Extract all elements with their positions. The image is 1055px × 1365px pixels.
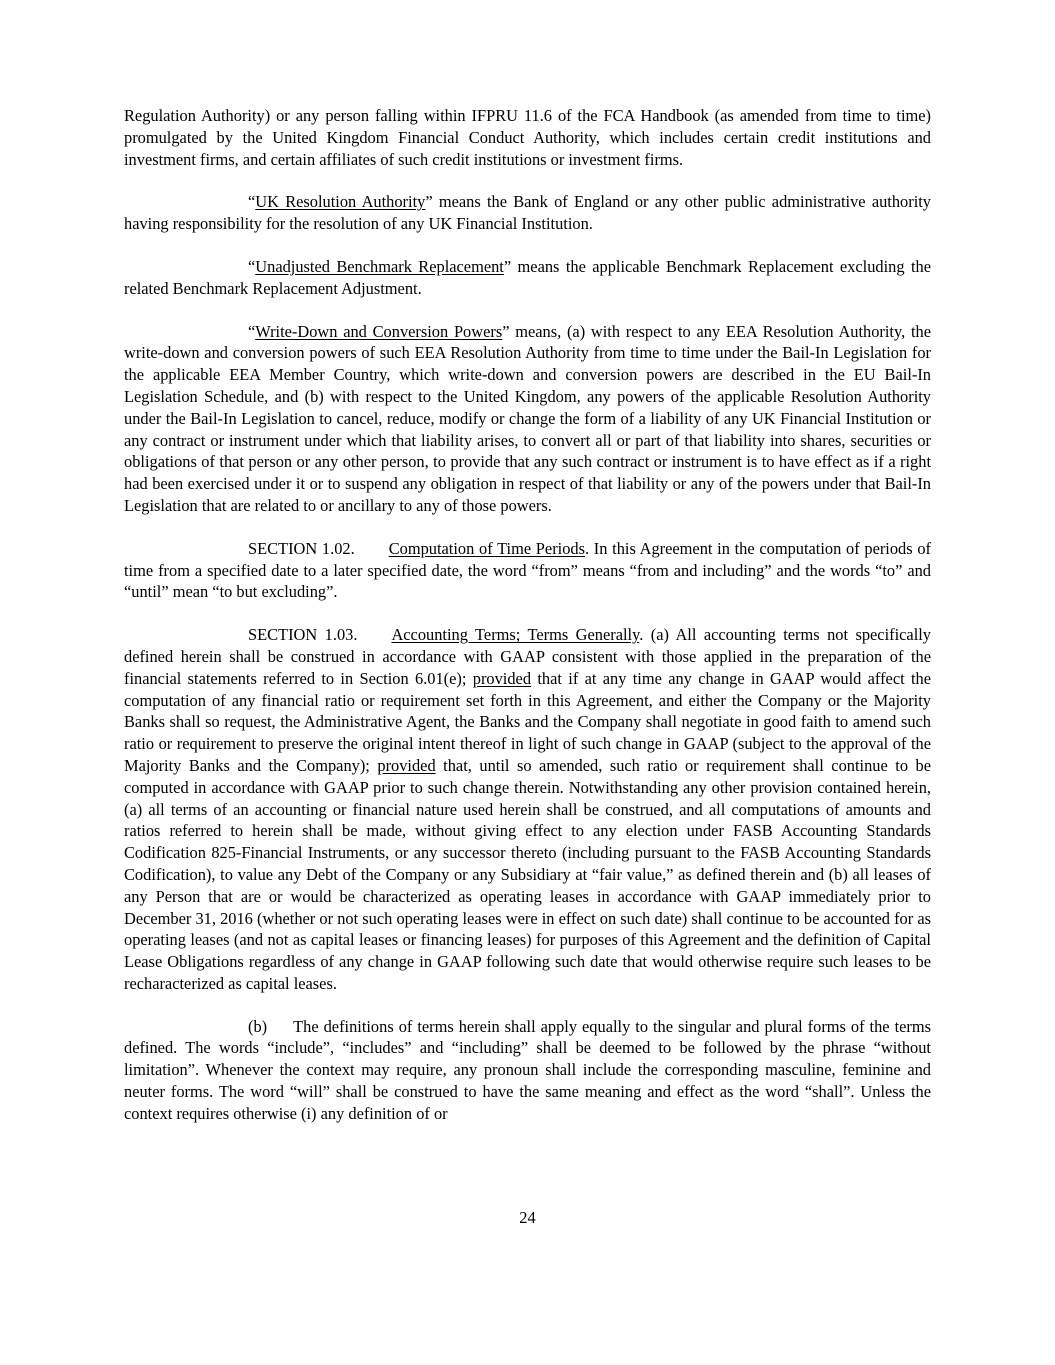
page-number: 24 bbox=[519, 1208, 536, 1227]
section-1-02: SECTION 1.02. Computation of Time Periods. In this Agreement in the computation of periods of time from a specified date to a later specified date, the word “from” means “from and including” and the words “to” and “until” mean “to but excluding”. bbox=[124, 538, 931, 602]
defined-term: UK Resolution Authority bbox=[255, 192, 426, 212]
defined-term: Write-Down and Conversion Powers bbox=[255, 321, 503, 341]
section-1-03-b: (b) The definitions of terms herein shall apply equally to the singular and plural forms of the terms defined. The words “include”, “includes” and “including” shall be deemed to be followed by the phrase “without limitation”. Whenever the context may require, any pronoun shall include the corresponding masculine, feminine and neuter forms. The word “will” shall be construed to have the same meaning and effect as the word “shall”. Unless the context requires otherwise (i) any definition of or bbox=[124, 1016, 931, 1123]
provided-term: provided bbox=[377, 755, 436, 775]
section-heading: Computation of Time Periods bbox=[388, 538, 585, 558]
document-page bbox=[124, 105, 931, 1146]
defined-term: Unadjusted Benchmark Replacement bbox=[255, 256, 504, 276]
section-label: SECTION 1.02. bbox=[248, 538, 355, 558]
paragraph-regulation-authority: Regulation Authority) or any person falling within IFPRU 11.6 of the FCA Handbook (as amended from time to time) promulgated by the United Kingdom Financial Conduct Authority, which includes certain credit institutions and investment firms, and certain affiliates of such credit institutions or investment firms. bbox=[124, 106, 931, 169]
section-heading: Accounting Terms; Terms Generally bbox=[391, 625, 640, 645]
definition-uk-resolution-authority: “UK Resolution Authority” means the Bank of England or any other public administrative authority having responsibility for the resolution of any UK Financial Institution. bbox=[124, 192, 931, 234]
definition-unadjusted-benchmark-replacement: “Unadjusted Benchmark Replacement” means the applicable Benchmark Replacement excluding the related Benchmark Replacement Adjustment. bbox=[124, 256, 931, 298]
provided-term: provided bbox=[472, 668, 532, 688]
definition-write-down-conversion-powers: “Write-Down and Conversion Powers” means, (a) with respect to any EEA Resolution Authority, the write-down and conversion powers of such EEA Resolution Authority from time to time under the Bail-In Legislation for the applicable EEA Member Country, which write-down and conversion powers are described in the EU Bail-In Legislation Schedule, and (b) with respect to the United Kingdom, any powers of the applicable Resolution Authority under the Bail-In Legislation to cancel, reduce, modify or change the form of a liability of any UK Financial Institution or any contract or instrument under which that liability arises, to convert all or part of that liability into shares, securities or obligations of that person or any other person, to provide that any such contract or instrument is to have effect as if a right had been exercised under it or to suspend any obligation in respect of that liability or any of the powers under that Bail-In Legislation that are related to or ancillary to any of those powers. bbox=[124, 321, 931, 515]
clause-label: (b) bbox=[248, 1016, 268, 1036]
section-1-03: SECTION 1.03. Accounting Terms; Terms Generally. (a) All accounting terms not specifically defined herein shall be construed in accordance with GAAP consistent with those applied in the preparation of the financial statements referred to in Section 6.01(e); provided that if at any time any change in GAAP would affect the computation of any financial ratio or requirement set forth in this Agreement, and either the Company or the Majority Banks shall so request, the Administrative Agent, the Banks and the Company shall negotiate in good faith to amend such ratio or requirement to preserve the original intent thereof in light of such change in GAAP (subject to the approval of the Majority Banks and the Company); provided that, until so amended, such ratio or requirement shall continue to be computed in accordance with GAAP prior to such change therein. Notwithstanding any other provision contained herein, (a) all terms of an accounting or financial nature used herein shall be construed, and all computations of amounts and ratios referred to herein shall be made, without giving effect to any election under FASB Accounting Standards Codification 825-Financial Instruments, or any successor thereto (including pursuant to the FASB Accounting Standards Codification), to value any Debt of the Company or any Subsidiary at “fair value,” as defined therein and (b) all leases of any Person that are or would be characterized as operating leases in accordance with GAAP immediately prior to December 31, 2016 (whether or not such operating leases were in effect on such date) shall continue to be accounted for as operating leases (and not as capital leases or financing leases) for purposes of this Agreement and the definition of Capital Lease Obligations regardless of any change in GAAP following such date that would otherwise require such leases to be recharacterized as capital leases. bbox=[124, 625, 932, 993]
section-label: SECTION 1.03. bbox=[248, 625, 358, 645]
